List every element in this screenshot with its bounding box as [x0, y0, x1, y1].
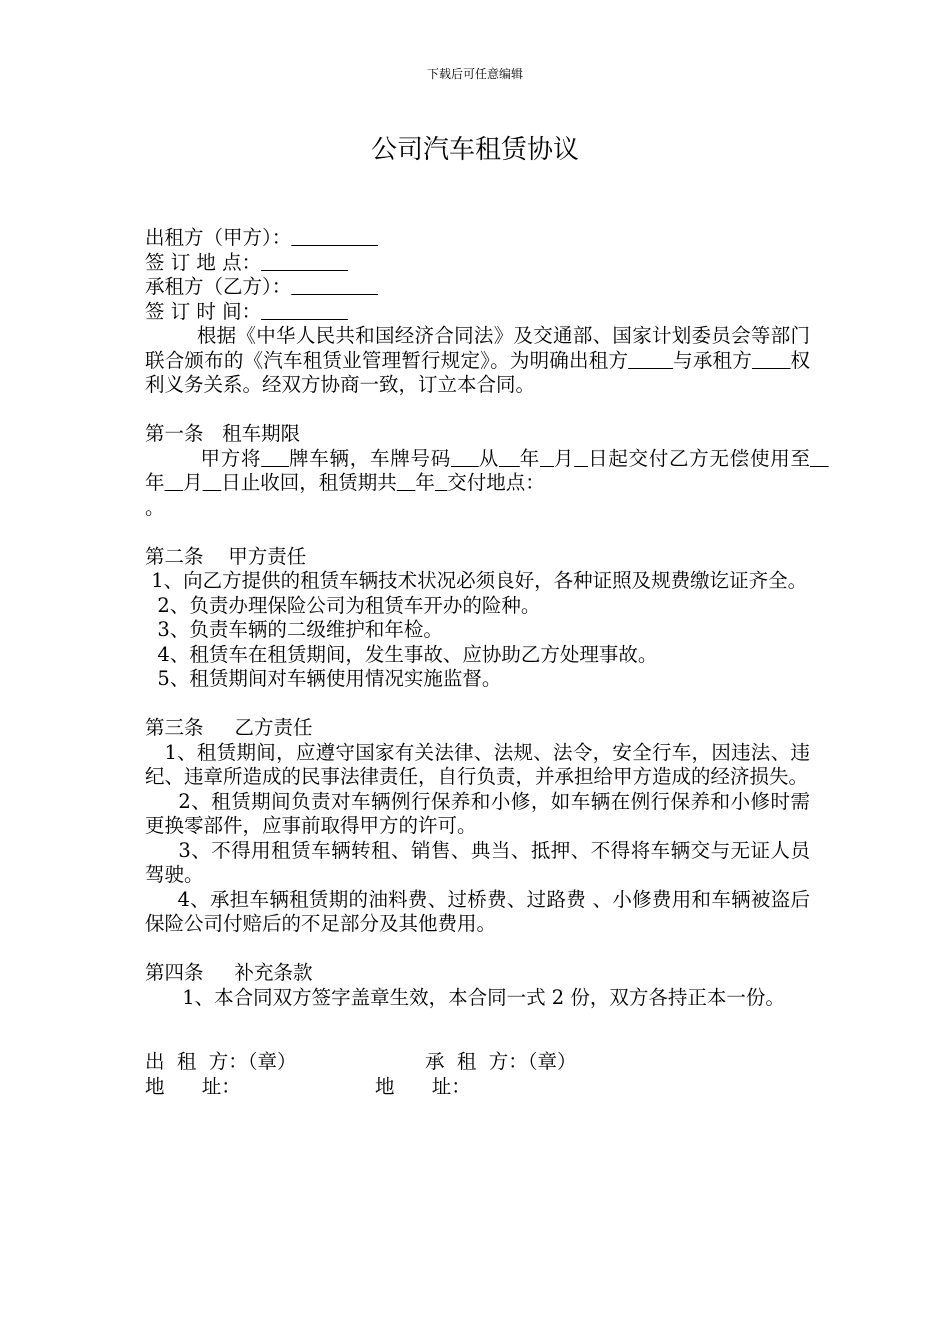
article3-item: 2、租赁期间负责对车辆例行保养和小修，如车辆在例行保养和小修时需更换零部件，应事前取得甲方的许可。	[145, 789, 810, 837]
document-body	[145, 226, 810, 1099]
article2-heading: 第二条 甲方责任	[145, 544, 307, 568]
address-row	[145, 1075, 810, 1100]
time-line: 签 订 时 间：	[145, 300, 810, 325]
article1-paragraph: 甲方将 牌车辆，车牌号码 从 年 月 日起交付乙方无偿使用至 年 月 日止收回，租赁期共 年 交付地点： 。	[145, 446, 810, 519]
article2-item: 5、租赁期间对车辆使用情况实施监督。	[145, 667, 502, 690]
article4-item: 1、本合同双方签字盖章生效，本合同一式 2 份，双方各持正本一份。	[145, 985, 785, 1009]
article2-item: 2、负责办理保险公司为租赁车开办的险种。	[145, 593, 541, 617]
document-title: 公司汽车租赁协议	[370, 135, 579, 165]
preamble-paragraph: 根据《中华人民共和国经济合同法》及交通部、国家计划委员会等部门联合颁布的《汽车租赁业管理暂行规定》。为明确出租方 与承租方 权利义务关系。经双方协商一致，订立本合同。	[145, 324, 810, 396]
place-line: 签 订 地 点：	[145, 251, 810, 276]
lessor-signature-label: 出 租 方：（章）	[145, 1050, 297, 1073]
article2-item: 4、租赁车在租赁期间，发生事故、应协助乙方处理事故。	[145, 642, 658, 666]
article3-item: 3、不得用租赁车辆转租、销售、典当、抵押、不得将车辆交与无证人员驾驶。	[145, 838, 810, 886]
article3-item: 1、租赁期间，应遵守国家有关法律、法规、法令，安全行车，因违法、违纪、违章所造成的民事法律责任，自行负责，并承担给甲方造成的经济损失。	[145, 740, 810, 788]
article2-item: 3、负责车辆的二级维护和年检。	[145, 618, 443, 641]
signature-row	[145, 1050, 810, 1075]
lessor-address-label: 地 址：	[145, 1074, 241, 1098]
lessee-line: 承租方（乙方）：	[145, 275, 810, 300]
lessee-blank	[291, 275, 378, 298]
article2-item: 1、向乙方提供的租赁车辆技术状况必须良好，各种证照及规费缴讫证齐全。	[145, 569, 808, 592]
lessor-blank	[291, 226, 378, 249]
header-note: 下载后可任意编辑	[426, 67, 523, 81]
article3-item: 4、承担车辆租赁期的油料费、过桥费、过路费 、小修费用和车辆被盗后保险公司付赔后的不足部分及其他费用。	[145, 887, 810, 935]
place-blank	[261, 251, 348, 274]
lessee-signature-label: 承 租 方：（章）	[425, 1050, 577, 1073]
article4-heading: 第四条 补充条款	[145, 961, 313, 984]
lessor-line: 出租方（甲方）：	[145, 226, 810, 251]
time-blank	[261, 300, 348, 323]
lessee-address-label: 地 址：	[375, 1074, 471, 1098]
article1-heading: 第一条 租车期限	[145, 422, 301, 445]
article3-heading: 第三条 乙方责任	[145, 716, 313, 739]
